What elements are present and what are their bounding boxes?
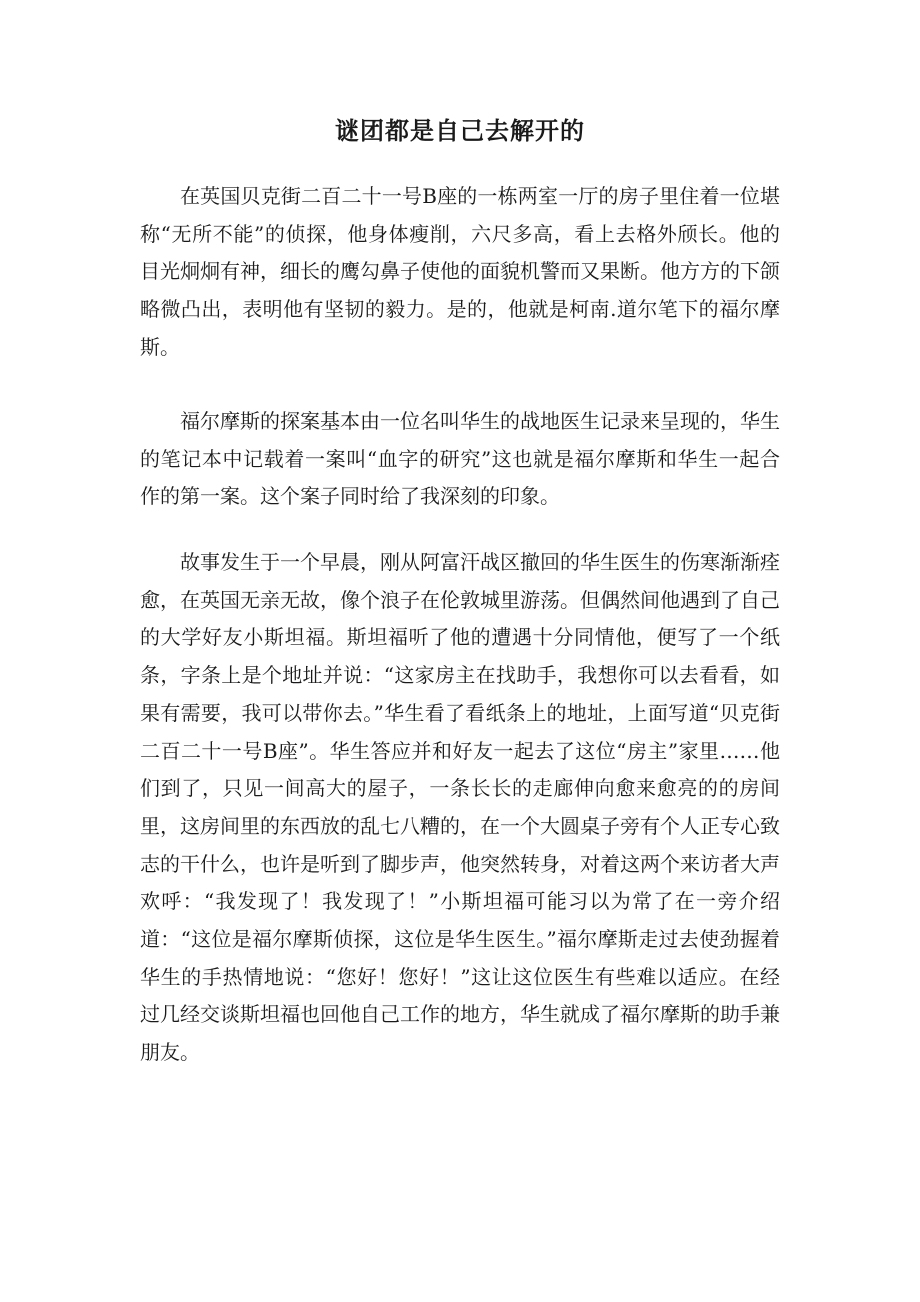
document-title: 谜团都是自己去解开的 bbox=[335, 116, 585, 145]
paragraph-2: 福尔摩斯的探案基本由一位名叫华生的战地医生记录来呈现的，华生的笔记本中记载着一案叫“血字的研究”这也就是福尔摩斯和华生一起合作的第一案。这个案子同时给了我深刻的印象。 bbox=[140, 409, 780, 509]
paragraph-3: 故事发生于一个早晨，刚从阿富汗战区撤回的华生医生的伤寒渐渐痊愈，在英国无亲无故，像个浪子在伦敦城里游荡。但偶然间他遇到了自己的大学好友小斯坦福。斯坦福听了他的遭遇十分同情他，便写了一个纸条，字条上是个地址并说：“这家房主在找助手，我想你可以去看看，如果有需要，我可以带你去。”华生看了看纸条上的地址，上面写道“贝克街二百二十一号B座”。华生答应并和好友一起去了这位“房主”家里……他们到了，只见一间高大的屋子，一条长长的走廊伸向愈来愈亮的的房间里，这房间里的东西放的乱七八糟的，在一个大圆桌子旁有个人正专心致志的干什么，也许是听到了脚步声，他突然转身，对着这两个来访者大声欢呼：“我发现了！我发现了！”小斯坦福可能习以为常了在一旁介绍道：“这位是福尔摩斯侦探，这位是华生医生。”福尔摩斯走过去使劲握着华生的手热情地说：“您好！您好！”这让这位医生有些难以适应。在经过几经交谈斯坦福也回他自己工作的地方，华生就成了福尔摩斯的助手兼朋友。 bbox=[140, 550, 780, 1065]
paragraph-1: 在英国贝克街二百二十一号B座的一栋两室一厅的房子里住着一位堪称“无所不能”的侦探，他身体瘦削，六尺多高，看上去格外颀长。他的目光炯炯有神，细长的鹰勾鼻子使他的面貌机警而又果断。他方方的下颌略微凸出，表明他有坚韧的毅力。是的，他就是柯南.道尔笔下的福尔摩斯。 bbox=[140, 184, 780, 359]
